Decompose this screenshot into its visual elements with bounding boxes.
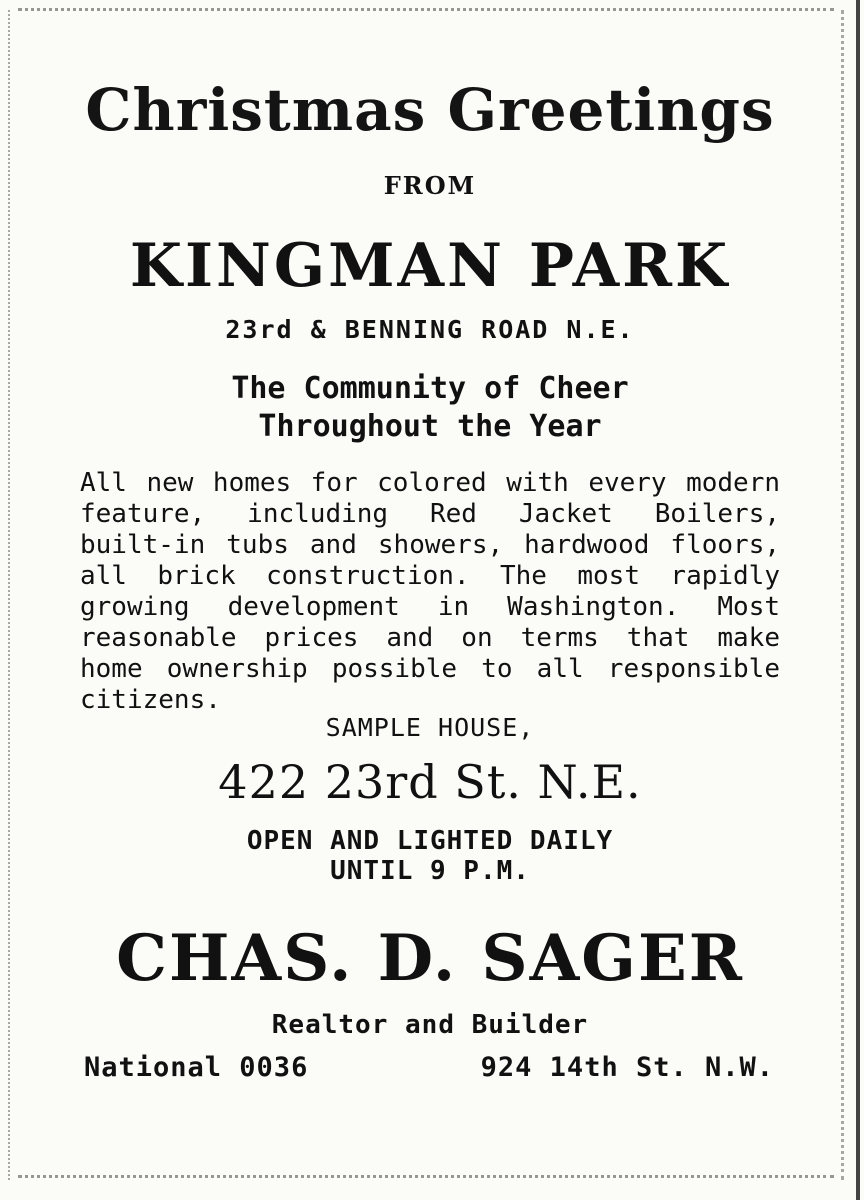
tagline-line-2: Throughout the Year	[258, 409, 602, 444]
open-hours	[70, 826, 790, 886]
advertiser-name: CHAS. D. SAGER	[116, 921, 744, 996]
ad-from: FROM	[383, 171, 477, 200]
scan-border-right-rule	[856, 0, 860, 1200]
ad-title: Christmas Greetings	[85, 76, 775, 144]
scan-border-bottom	[18, 1175, 834, 1178]
phone-number: National 0036	[84, 1052, 309, 1083]
ad-body-text: All new homes for colored with every modern feature, including Red Jacket Boilers, built-in tubs and showers, hardwood floors, all brick construction. The most rapidly growing development in Washington. Most reasonable prices and on terms that make home ownership possible to all responsible citizens.	[80, 468, 780, 715]
sample-house-label: SAMPLE HOUSE,	[325, 713, 535, 742]
development-location: 23rd & BENNING ROAD N.E.	[225, 315, 635, 344]
scan-border-left	[8, 10, 10, 1180]
open-hours-line-2: UNTIL 9 P.M.	[330, 856, 530, 886]
tagline	[70, 370, 790, 446]
office-address: 924 14th St. N.W.	[480, 1052, 774, 1083]
advertisement	[70, 70, 790, 1088]
open-hours-line-1: OPEN AND LIGHTED DAILY	[246, 826, 614, 856]
sample-house-address: 422 23rd St. N.E.	[218, 755, 642, 809]
tagline-line-1: The Community of Cheer	[231, 371, 629, 406]
development-name: KINGMAN PARK	[129, 231, 731, 301]
scan-border-right	[841, 10, 844, 1180]
advertiser-title: Realtor and Builder	[271, 1010, 589, 1040]
scan-border-top	[18, 8, 834, 11]
contact-row	[84, 1048, 774, 1088]
